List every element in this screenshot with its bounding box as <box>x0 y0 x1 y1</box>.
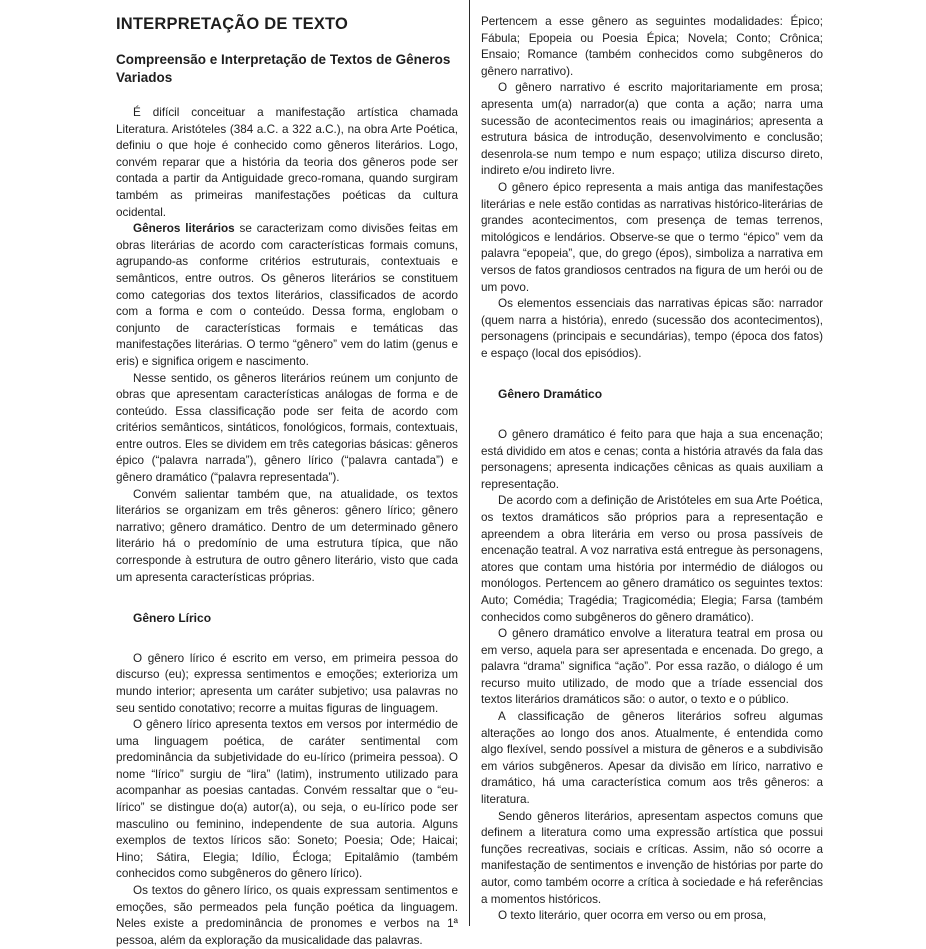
paragraph: O gênero dramático é feito para que haja a sua encenação; está dividido em atos e cenas; conta a história através da fala das personagens; apresenta indicações cênicas as quais auxiliam a representação. <box>481 427 823 491</box>
paragraph <box>116 221 458 370</box>
section-heading-dramatico: Gênero Dramático <box>498 387 603 402</box>
left-column <box>116 14 458 949</box>
paragraph: O gênero narrativo é escrito majoritariamente em prosa; apresenta um(a) narrador(a) que conta a ação; narra uma sucessão de acontecimentos reais ou imaginários; apresenta a estrutura básica de introdução, desenvolvimento e conclusão; desenrola-se num tempo e num espaço; utiliza discurso direto, indireto e/ou indireto livre. <box>481 81 823 178</box>
paragraph: Pertencem a esse gênero as seguintes modalidades: Épico; Fábula; Epopeia ou Poesia Épica; Novela; Conto; Crônica; Ensaio; Romance (também conhecidos como subgêneros do gênero narrativo). <box>481 15 823 78</box>
paragraph: Nesse sentido, os gêneros literários reúnem um conjunto de obras que apresentam características análogas de forma e de conteúdo. Essa classificação pode ser feita de acordo com critérios semânticos, sintáticos, fonológicos, formais, contextuais, entre outros. Eles se dividem em três categorias básicas: gêneros épico (“palavra narrada”), gênero lírico (“palavra cantada”) e gênero dramático (“palavra representada”). <box>116 371 458 485</box>
paragraph: O gênero dramático envolve a literatura teatral em prosa ou em verso, aquela para ser apresentada e encenada. Do grego, a palavra “drama” significa “ação”. Por essa razão, o diálogo é um recurso muito utilizado, de modo que a tríade essencial dos textos literários dramáticos são: o autor, o texto e o público. <box>481 627 823 707</box>
bold-term: Gêneros literários <box>133 222 235 236</box>
paragraph: Os textos do gênero lírico, os quais expressam sentimentos e emoções, são permeados pela função poética da linguagem. Neles existe a predominância de pronomes e verbos na 1ª pessoa, além da exploração da musicalidade das palavras. <box>116 884 458 947</box>
paragraph: Os elementos essenciais das narrativas épicas são: narrador (quem narra a história), enredo (sucessão dos acontecimentos), personagens (principais e secundárias), tempo (época dos fatos) e espaço (local dos episódios). <box>481 297 823 360</box>
page-title: INTERPRETAÇÃO DE TEXTO <box>116 15 349 33</box>
column-divider <box>469 0 470 926</box>
paragraph: O texto literário, quer ocorra em verso ou em prosa, <box>498 909 767 923</box>
paragraph-text: se caracterizam como divisões feitas em obras literárias de acordo com características formais comuns, agrupando-as conforme critérios estruturais, contextuais e semânticos, entre outros. Os gêneros literários se constituem como categorias dos textos literários, classificados de acordo com a forma e com o conteúdo. Dessa forma, englobam o conjunto de características formais e temáticas das manifestações literárias. O termo “gênero” vem do latim (genus e eris) e significa origem e nascimento. <box>116 222 458 368</box>
paragraph: De acordo com a definição de Aristóteles em sua Arte Poética, os textos dramáticos são próprios para a representação e apreendem a obra literária em verso ou prosa passíveis de encenação teatral. A voz narrativa está entregue às personagens, atores que contam uma história por intermédio de diálogos ou monólogos. Pertencem ao gênero dramático os seguintes textos: Auto; Comédia; Tragédia; Tragicomédia; Elegia; Farsa (também conhecidos como subgêneros do gênero dramático). <box>481 494 823 624</box>
paragraph: Sendo gêneros literários, apresentam aspectos comuns que definem a literatura como uma expressão artística que possui funções recreativas, sociais e críticas. Assim, não só ocorre a manifestação de sentimentos e invenção de histórias por parte do autor, como também ocorre a crítica à sociedade e há referências a momentos históricos. <box>481 809 823 906</box>
paragraph: O gênero lírico é escrito em verso, em primeira pessoa do discurso (eu); expressa sentimentos e emoções; exterioriza um mundo interior; apresenta um caráter subjetivo; usa palavras no seu sentido conotativo; recorre a muitas figuras de linguagem. <box>116 651 458 715</box>
paragraph: A classificação de gêneros literários sofreu algumas alterações ao longo dos anos. Atualmente, é entendida como algo flexível, sendo possível a mistura de gêneros e a subdivisão em vários subgêneros. Apesar da divisão em lírico, narrativo e dramático, há uma característica comum aos três gêneros: a literatura. <box>481 710 823 807</box>
paragraph: Convém salientar também que, na atualidade, os textos literários se organizam em três gêneros: gênero lírico; gênero narrativo; gênero dramático. Dentro de um determinado gênero literário há o predomínio de uma estrutura típica, que não corresponde à estrutura de outro gênero literário, visto que cada um apresenta características próprias. <box>116 487 458 584</box>
paragraph: O gênero lírico apresenta textos em versos por intermédio de uma linguagem poética, de caráter sentimental com predominância da subjetividade do eu-lírico (primeira pessoa). O nome “lírico” surgiu de “lira” (latim), instrumento utilizado para acompanhar as poesias cantadas. Convém ressaltar que o “eu-lírico” se distingue do(a) autor(a), ou seja, o eu-lírico pode ser masculino ou feminino, independente de sua autoria. Alguns exemplos de textos líricos são: Soneto; Poesia; Ode; Haicai; Hino; Sátira, Elegia; Idílio, Écloga; Epitalâmio (também conhecidos como subgêneros do gênero lírico). <box>116 718 458 881</box>
section-heading-lirico: Gênero Lírico <box>133 611 212 626</box>
section-subtitle: Compreensão e Interpretação de Textos de Gêneros Variados <box>116 52 451 85</box>
right-column <box>481 14 823 925</box>
paragraph: O gênero épico representa a mais antiga das manifestações literárias e nele estão contidas as narrativas histórico-literárias de grandes acontecimentos, com presença de temas terrenos, mitológicos e lendários. Observe-se que o termo “épico” vem da palavra “epopeia”, que, do grego (épos), simboliza a narrativa em versos de fatos grandiosos centrados na figura de um herói ou de um povo. <box>481 180 823 294</box>
paragraph: É difícil conceituar a manifestação artística chamada Literatura. Aristóteles (384 a.C. a 322 a.C.), na obra Arte Poética, definiu o que hoje é conhecido como gêneros literários. Logo, convém reparar que a história da teoria dos gêneros pode ser contada a partir da Antiguidade greco-romana, quando surgiram também as primeiras manifestações poéticas da cultura ocidental. <box>116 106 458 219</box>
